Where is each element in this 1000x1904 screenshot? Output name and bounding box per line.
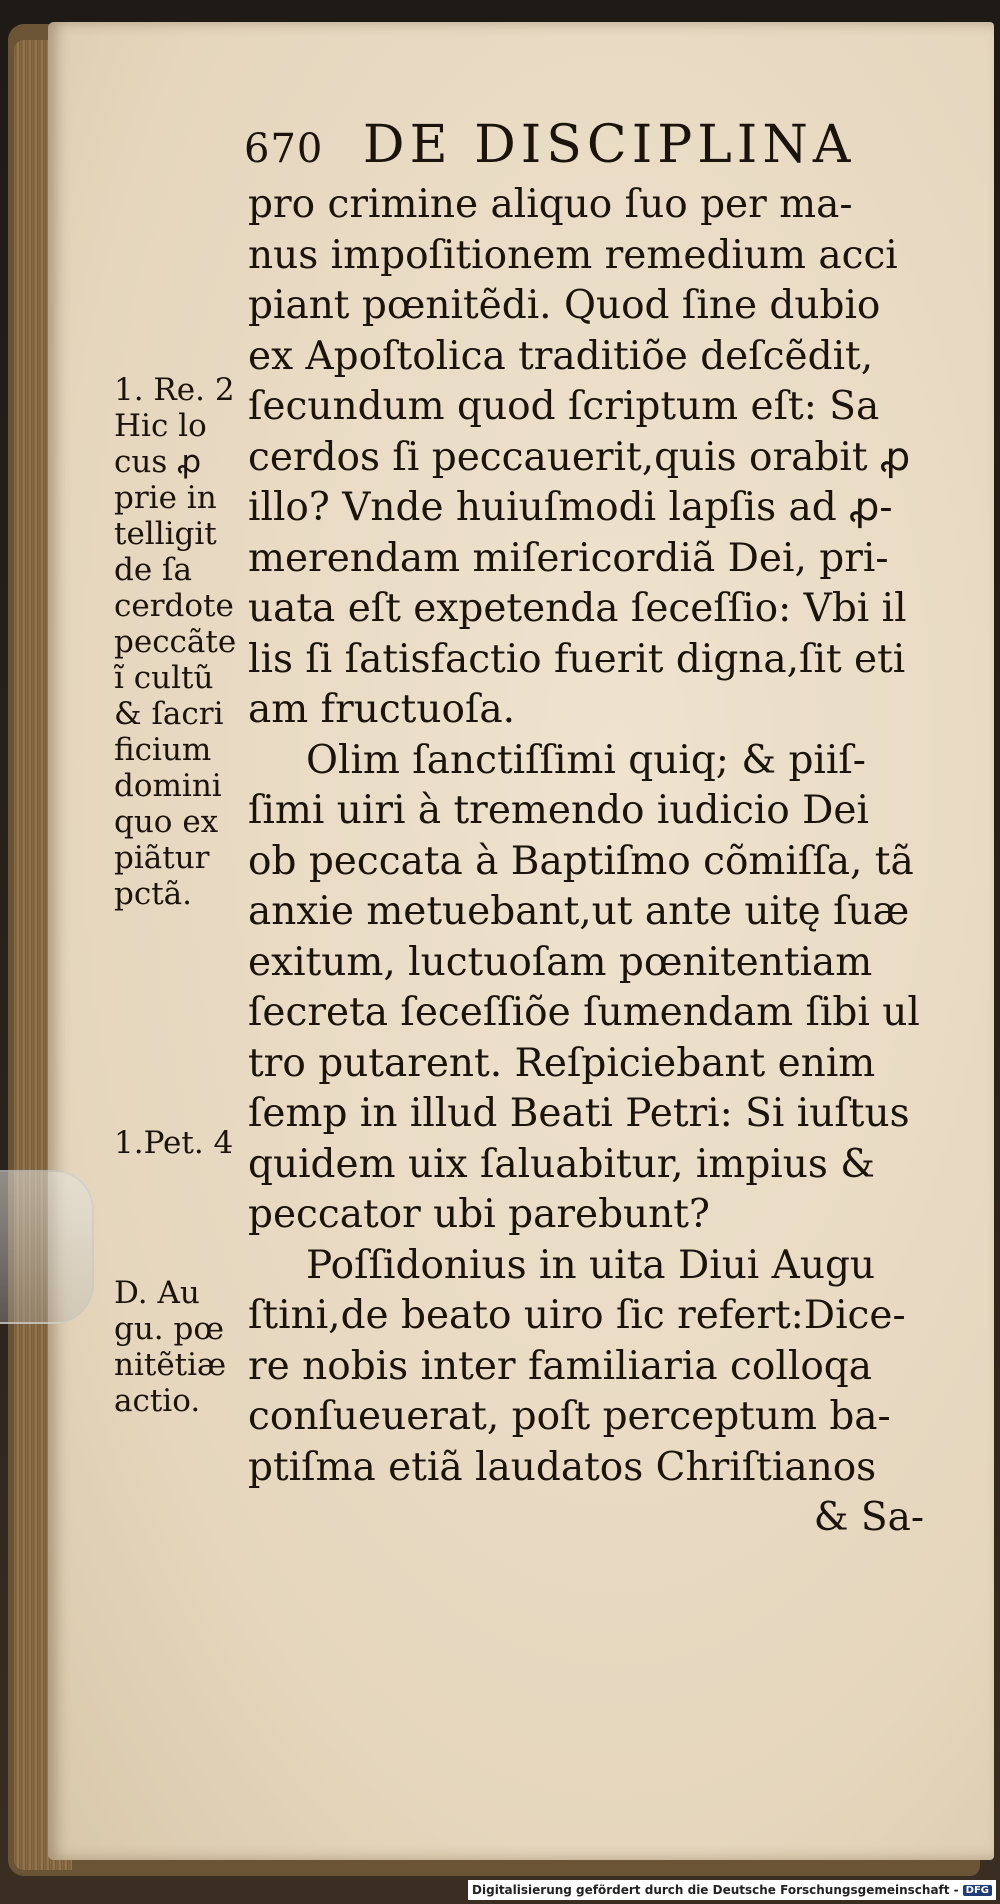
text-line: ex Apoſtolica traditiõe deſcẽdit, [248, 333, 874, 379]
text-line: illo? Vnde huiuſmodi lapſis ad ꝓ- [248, 485, 893, 530]
catchword: & Sa- [813, 1495, 924, 1540]
margin-note [114, 1125, 254, 1161]
text-line: pro crimine aliquo ſuo per ma- [248, 182, 853, 227]
running-header [244, 115, 934, 185]
margin-note-line: 1.Pet. 4 [114, 1125, 234, 1161]
margin-note-line: cerdote [114, 588, 234, 624]
text-line: ob peccata à Baptiſmo cõmiſſa, tã [248, 838, 914, 884]
margin-note [114, 372, 254, 912]
margin-note-line: pctã. [114, 876, 192, 912]
text-line: merendam miſericordiã Dei, pri- [248, 535, 889, 581]
margin-note-line: nitẽtiæ [114, 1347, 227, 1383]
text-line: lis ſi ſatisfactio fuerit digna,ſit eti [248, 636, 906, 682]
margin-note-line: Hic lo [114, 408, 207, 444]
margin-note-line: telligit [114, 516, 217, 552]
text-line: peccator ubi parebunt? [248, 1192, 710, 1237]
text-line: cerdos ſi peccauerit,quis orabit ꝓ [248, 434, 911, 480]
book-clasp [0, 1170, 94, 1324]
text-line: ptiſma etiã laudatos Chriſtianos [248, 1444, 877, 1490]
text-line: uata eſt expetenda ſeceſſio: Vbi il [248, 586, 907, 631]
text-line: quidem uix ſaluabitur, impius & [248, 1141, 876, 1187]
margin-note-line: peccãte [114, 624, 237, 660]
margin-note-line: prie in [114, 480, 217, 516]
margin-note-line: ĩ cultũ [114, 660, 214, 696]
page-number: 670 [244, 126, 324, 172]
margin-note-line: quo ex [114, 804, 219, 840]
text-line: anxie metuebant,ut ante uitę ſuæ [248, 889, 910, 934]
dfg-logo: DFG [963, 1885, 992, 1896]
digitization-credit [468, 1880, 996, 1900]
margin-note-line: gu. pœ [114, 1311, 225, 1347]
text-line: Olim ſanctiſſimi quiq; & piiſ- [306, 737, 866, 783]
margin-note-line: domini [114, 768, 222, 804]
margin-note-line: cus ꝓ [114, 444, 202, 480]
margin-note-line: 1. Re. 2 [114, 372, 235, 408]
margin-note-line: & ſacri [114, 696, 224, 732]
margin-note-line: de ſa [114, 552, 192, 588]
text-line: Poſſidonius in uita Diui Augu [306, 1242, 876, 1288]
text-line: ſecreta ſeceſſiõe ſumendam ſibi ul [248, 990, 920, 1035]
text-line: re nobis inter familiaria colloqa [248, 1343, 873, 1389]
margin-note [114, 1275, 254, 1419]
margin-note-line: piãtur [114, 840, 210, 876]
text-line: am fructuoſa. [248, 687, 516, 732]
text-line: exitum, luctuoſam pœnitentiam [248, 939, 873, 985]
margin-note-line: actio. [114, 1383, 201, 1419]
running-title: DE DISCIPLINA [362, 115, 856, 175]
text-line: ſemp in illud Beati Petri: Si iuſtus [248, 1091, 910, 1136]
text-line: tro putarent. Reſpiciebant enim [248, 1040, 876, 1086]
margin-note-line: D. Au [114, 1275, 200, 1311]
text-line: ſimi uiri à tremendo iudicio Dei [248, 788, 869, 833]
text-line: piant pœnitẽdi. Quod ſine dubio [248, 283, 881, 328]
credit-text: Digitalisierung gefördert durch die Deutsche Forschungsgemeinschaft - [472, 1883, 959, 1897]
text-line: nus impoſitionem remedium acci [248, 232, 898, 278]
text-line: ſecundum quod ſcriptum eſt: Sa [248, 384, 880, 429]
body-text [248, 180, 928, 1544]
text-line: ſtini,de beato uiro ſic refert:Dice- [248, 1293, 906, 1338]
text-line: conſueuerat, poſt perceptum ba- [248, 1394, 891, 1439]
margin-note-line: ficium [114, 732, 212, 768]
